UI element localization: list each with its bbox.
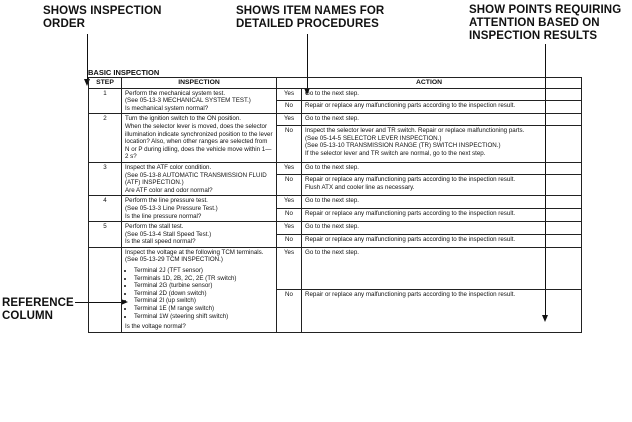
callout-inspection-order: SHOWS INSPECTION ORDER (43, 5, 162, 30)
yes-action: Go to the next step. (302, 114, 582, 126)
table-row (89, 247, 582, 289)
no-label: No (277, 175, 302, 196)
yes-action: Go to the next step. (302, 162, 582, 174)
no-label: No (277, 101, 302, 114)
inspection-text: Perform the stall test. (See 05-13-4 Stall Speed Test.) Is the stall speed normal? (122, 222, 277, 248)
callout-item-names: SHOWS ITEM NAMES FOR DETAILED PROCEDURES (236, 5, 385, 30)
yes-label: Yes (277, 222, 302, 235)
list-item: • Terminal 2D (down switch) (134, 290, 273, 298)
table-row (89, 162, 582, 174)
list-item: • Terminal 1E (M range switch) (134, 305, 273, 313)
no-action: Repair or replace any malfunctioning parts according to the inspection result. Flush ATX and cooler line as necessary. (302, 175, 582, 196)
no-label: No (277, 209, 302, 222)
tcm-question: Is the voltage normal? (125, 323, 186, 331)
header-inspection: INSPECTION (122, 78, 277, 89)
step-number: 3 (89, 162, 122, 195)
no-action: Inspect the selector lever and TR switch. Repair or replace malfunctioning parts. (See 05-14-5 SELECTOR LEVER INSPECTION.) (See 05-13-10 TRANSMISSION RANGE (TR) SWITCH INSPECTION.) If the selector lever and TR switch are normal, go to the next step. (302, 126, 582, 163)
no-label: No (277, 290, 302, 332)
yes-action: Go to the next step. (302, 222, 582, 235)
table-row (89, 196, 582, 209)
list-item: • Terminal 2J (TFT sensor) (134, 267, 273, 275)
yes-label: Yes (277, 196, 302, 209)
yes-action: Go to the next step. (302, 247, 582, 289)
callout-reference-column: REFERENCE COLUMN (2, 297, 74, 322)
header-step: STEP (89, 78, 122, 89)
no-action: Repair or replace any malfunctioning parts according to the inspection result. (302, 234, 582, 247)
inspection-text: Perform the mechanical system test. (See 05-13-3 MECHANICAL SYSTEM TEST.) Is mechanical system normal? (122, 88, 277, 114)
inspection-table (88, 77, 582, 333)
table-header-row (89, 78, 582, 89)
section-title: BASIC INSPECTION (88, 68, 160, 77)
list-item: • Terminal 2G (turbine sensor) (134, 282, 273, 290)
table-row (89, 114, 582, 126)
step-number: 4 (89, 196, 122, 222)
yes-action: Go to the next step. (302, 196, 582, 209)
yes-label: Yes (277, 114, 302, 126)
inspection-text: Turn the ignition switch to the ON position. When the selector lever is moved, does the selector illumination indicate synchronized position to the lever location? Also, when other ranges are selected from N or P during idling, does the vehicle move within 1—2 s? (122, 114, 277, 163)
tcm-terminal-list (125, 267, 273, 320)
yes-action: Go to the next step. (302, 88, 582, 101)
inspection-text: Perform the line pressure test. (See 05-13-3 Line Pressure Test.) Is the line pressure normal? (122, 196, 277, 222)
inspection-text: Inspect the ATF color condition. (See 05-13-8 AUTOMATIC TRANSMISSION FLUID (ATF) INSPECTION.) Are ATF color and odor normal? (122, 162, 277, 195)
no-label: No (277, 126, 302, 163)
step-number-empty (89, 247, 122, 332)
no-label: No (277, 234, 302, 247)
table-row (89, 88, 582, 101)
step-number: 5 (89, 222, 122, 248)
list-item: • Terminal 1W (steering shift switch) (134, 313, 273, 321)
step-number: 1 (89, 88, 122, 114)
step-number: 2 (89, 114, 122, 163)
no-action: Repair or replace any malfunctioning parts according to the inspection result. (302, 209, 582, 222)
no-action: Repair or replace any malfunctioning parts according to the inspection result. (302, 101, 582, 114)
yes-label: Yes (277, 162, 302, 174)
header-action: ACTION (277, 78, 582, 89)
list-item: • Terminals 1D, 2B, 2C, 2E (TR switch) (134, 275, 273, 283)
yes-label: Yes (277, 247, 302, 289)
no-action: Repair or replace any malfunctioning parts according to the inspection result. (302, 290, 582, 332)
tcm-intro: Inspect the voltage at the following TCM terminals. (See 05-13-29 TCM INSPECTION.) (125, 248, 264, 264)
table-row (89, 222, 582, 235)
yes-label: Yes (277, 88, 302, 101)
inspection-tcm (122, 247, 277, 332)
list-item: • Terminal 2I (up switch) (134, 297, 273, 305)
callout-attention-points: SHOW POINTS REQUIRING ATTENTION BASED ON INSPECTION RESULTS (469, 4, 622, 42)
